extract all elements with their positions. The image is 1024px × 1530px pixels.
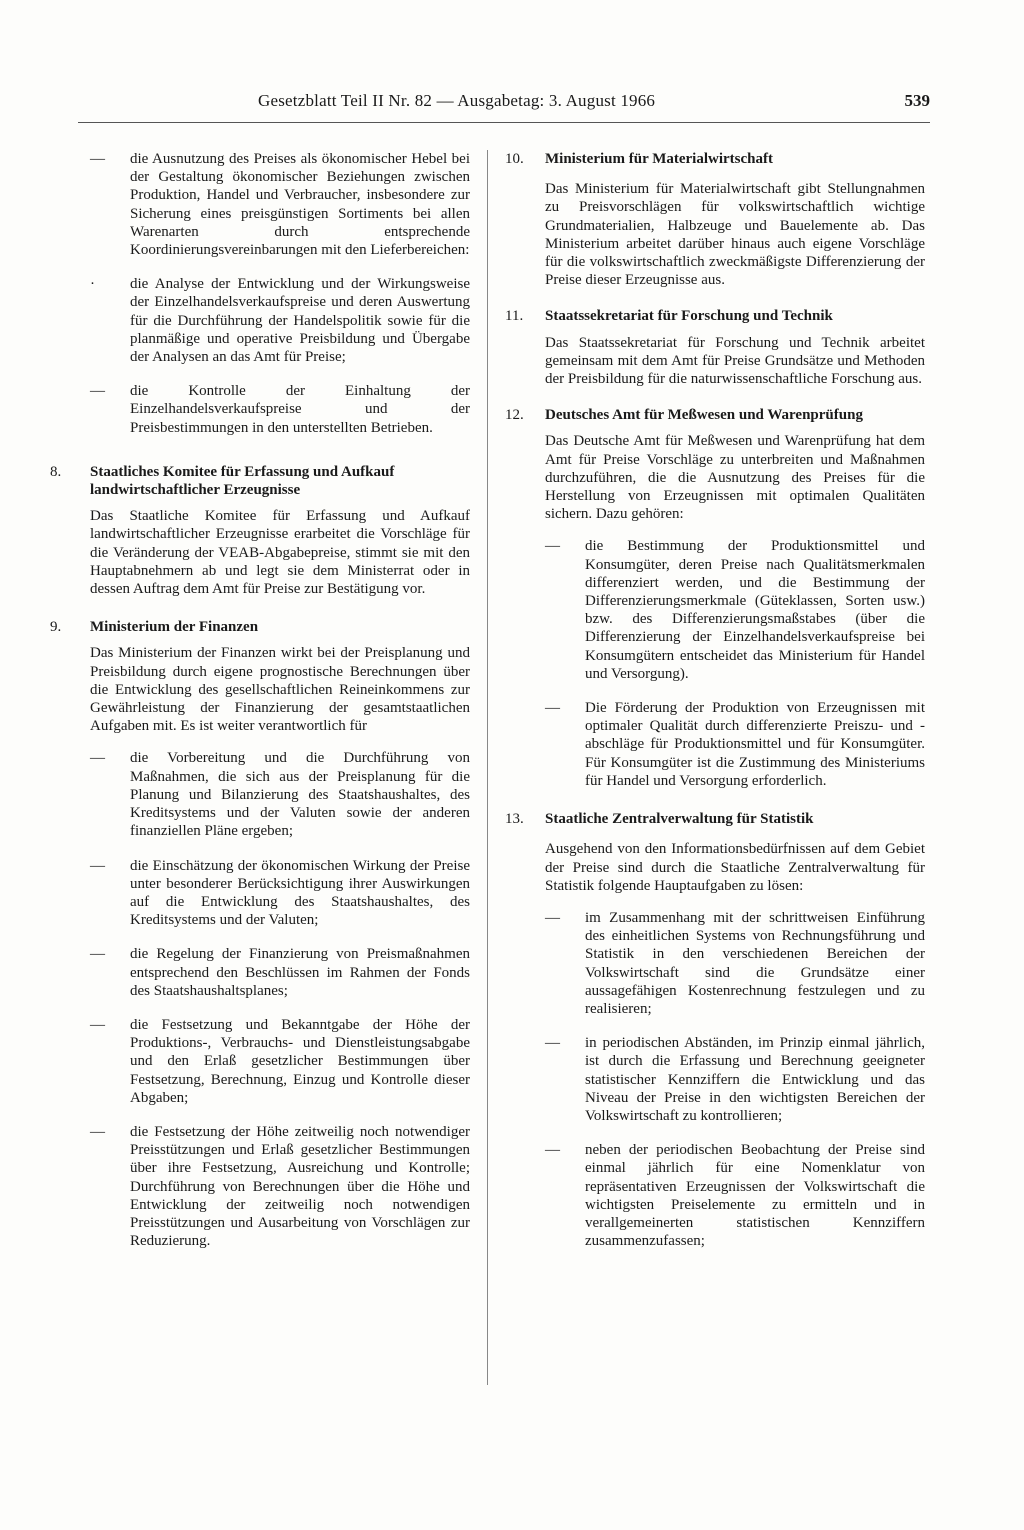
- section-number: 8.: [50, 463, 62, 480]
- dash-bullet: —: [545, 700, 560, 717]
- list-item: [90, 945, 470, 1000]
- list-item-text: die Vorbereitung und die Durchführung von Maßnahmen, die sich aus der Preisplanung für die Planung und Bilanzierung des Staatshaushaltes, des Kreditsystems und der Valuten sowie der anderen finanziellen Pläne ergeben;: [130, 750, 470, 840]
- dash-bullet: —: [90, 383, 105, 400]
- dash-bullet: —: [90, 946, 105, 963]
- dash-bullet: —: [90, 1123, 105, 1140]
- left-column: [50, 150, 470, 1266]
- page-number: 539: [904, 91, 930, 110]
- dash-bullet: —: [545, 909, 560, 926]
- section-heading: Staatliche Zentralverwaltung für Statistik: [545, 811, 814, 828]
- column-divider: [487, 150, 488, 1385]
- section-text: Das Ministerium der Finanzen wirkt bei der Preisplanung und Preisbildung durch eigene prognostische Berechnungen über die Entwicklung des gesellschaftlichen Reineinkommens zur Gewährleistung der Finanzierung der gesamtstaatlichen Aufgaben mit. Es ist weiter verantwortlich für: [90, 645, 470, 735]
- dash-bullet: —: [545, 1035, 560, 1052]
- list-item-text: in periodischen Abständen, im Prinzip einmal jährlich, ist durch die Erfassung und Berechnung geeigneter statistischer Kennziffern die Entwicklung und das Niveau der Preise in den wichtigsten Bereichen der Volkswirtschaft zu kontrollieren;: [585, 1035, 925, 1124]
- section-9: [50, 618, 470, 1250]
- list-item: [545, 699, 925, 790]
- list-item-text: die Bestimmung der Produktionsmittel und Konsumgüter, deren Preise nach Qualitätsmerkmalen differenziert werden, und die Bestimmung der Differenzierungsmerkmale (Güteklassen, Sorten usw.) bzw. des Differenzierungsmaßstabes (über die Differenzierung der Einzelhandelsverkaufspreise bei Konsumgütern entscheidet das Ministerium für Handel und Versorgung).: [585, 538, 925, 682]
- list-item: [545, 537, 925, 683]
- section-text: Das Staatssekretariat für Forschung und Technik arbeitet gemeinsam mit dem Amt für Preise Grundsätze und Methoden der Preisbildung für die naturwissenschaftliche Forschung aus.: [545, 334, 925, 388]
- section-text: Das Deutsche Amt für Meßwesen und Warenprüfung hat dem Amt für Preise Vorschläge zu unterbreiten und Maßnahmen durchzuführen, die die Ausnutzung des Preises für die Herstellung von Erzeugnissen mit optimalen Qualitäten sichern. Dazu gehören:: [545, 433, 925, 523]
- dash-bullet: —: [90, 750, 105, 767]
- section-13: [505, 810, 925, 1250]
- section-heading: Staatssekretariat für Forschung und Technik: [545, 308, 833, 325]
- dash-bullet: ·: [90, 276, 95, 293]
- section-number: 9.: [50, 619, 62, 636]
- section-number: 12.: [505, 407, 524, 424]
- list-item: [90, 1123, 470, 1250]
- list-item-text: die Analyse der Entwicklung und der Wirkungsweise der Einzelhandelsverkaufspreise und deren Auswertung für die Durchführung der Handelspolitik sowie für die planmäßige und operative Preisbildung und Übergabe der Analysen an das Amt für Preise;: [130, 276, 470, 366]
- dash-bullet: —: [90, 1016, 105, 1033]
- list-item-text: die Ausnutzung des Preises als ökonomischer Hebel bei der Gestaltung ökonomischer Beziehungen zwischen Produktion, Handel und Verbraucher, insbesondere zur Sicherung eines preisgünstigen Sortiments bei allen Warenarten durch entsprechende Koordinierungsvereinbarungen mit den Lieferbereichen:: [130, 151, 470, 259]
- section-number: 11.: [505, 308, 524, 325]
- section-11: [505, 307, 925, 388]
- dash-bullet: —: [545, 1142, 560, 1159]
- dash-bullet: —: [90, 151, 105, 167]
- section-number: 10.: [505, 151, 524, 167]
- list-item: [545, 1141, 925, 1250]
- dash-bullet: —: [545, 538, 560, 555]
- section-heading: Deutsches Amt für Meßwesen und Warenprüfung: [545, 407, 863, 424]
- list-item-text: die Kontrolle der Einhaltung der Einzelhandelsverkaufspreise und der Preisbestimmungen in den unterstellten Betrieben.: [130, 383, 470, 436]
- list-item-text: die Einschätzung der ökonomischen Wirkung der Preise unter besonderer Berücksichtigung ihrer Auswirkungen auf die Entwicklung des Staatshaushaltes, des Kreditsystems und der Valuten;: [130, 857, 470, 929]
- list-item: [90, 1016, 470, 1107]
- list-item-text: die Festsetzung und Bekanntgabe der Höhe der Produktions-, Verbrauchs- und Dienstleistungsabgabe und den Erlaß gesetzlicher Bestimmungen über Festsetzung, Berechnung, Einzug und Kontrolle dieser Abgaben;: [130, 1016, 470, 1106]
- list-item-text: Die Förderung der Produktion von Erzeugnissen mit optimaler Qualität durch differenzierte Preiszu- und -abschläge für Produktionsmittel und für Konsumgüter. Für Konsumgüter ist die Zustimmung des Ministeriums für Handel und Versorgung erforderlich.: [585, 700, 925, 789]
- section-10: [505, 150, 925, 289]
- section-text: Das Staatliche Komitee für Erfassung und Aufkauf landwirtschaftlicher Erzeugnisse erarbeitet die Vorschläge für die Veränderung der VEAB-Abgabepreise, stimmt sie mit den Hauptabnehmern ab und legt sie dem Ministerrat oder in dessen Auftrag dem Amt für Preise zur Bestätigung vor.: [90, 508, 470, 598]
- section-12: [505, 406, 925, 790]
- header-rule: [78, 122, 930, 123]
- list-item: [90, 749, 470, 840]
- section-text: Das Ministerium für Materialwirtschaft gibt Stellungnahmen zu Preisvorschlägen für volkswirtschaftlich wichtige Grundmaterialien, Halbzeuge und Bauelemente ab. Das Ministerium arbeitet darüber hinaus auch eigene Vorschläge für die volkswirtschaftlich zweckmäßigste Differenzierung der Preise dieser Erzeugnisse aus.: [545, 181, 925, 289]
- section-number: 13.: [505, 811, 524, 828]
- list-item: [90, 150, 470, 259]
- section-8: [50, 463, 470, 598]
- header-title: Gesetzblatt Teil II Nr. 82 — Ausgabetag: 3. August 1966: [258, 91, 656, 110]
- list-item: [90, 857, 470, 930]
- list-item: [90, 275, 470, 366]
- section-text: Ausgehend von den Informationsbedürfnissen auf dem Gebiet der Preise sind durch die Staatliche Zentralverwaltung für Statistik folgende Hauptaufgaben zu lösen:: [545, 841, 925, 894]
- list-item-text: neben der periodischen Beobachtung der Preise sind einmal jährlich für eine Nomenklatur von repräsentativen Erzeugnissen der Volkswirtschaft die wichtigsten Preiselemente zu ermitteln und in verallgemeinerten statistischen Kennziffern zusammenzufassen;: [585, 1142, 925, 1250]
- list-item: [90, 382, 470, 437]
- page-header: [78, 88, 930, 116]
- list-item-text: im Zusammenhang mit der schrittweisen Einführung des einheitlichen Systems von Rechnungsführung und Statistik in den verschiedenen Bereichen der Volkswirtschaft sind die Grundsätze einer aussagefähigen Kostenrechnung festzulegen und zu realisieren;: [585, 909, 925, 1017]
- section-heading: Ministerium für Materialwirtschaft: [545, 151, 773, 167]
- list-item-text: die Regelung der Finanzierung von Preismaßnahmen entsprechend den Beschlüssen im Rahmen der Fonds des Staatshaushaltsplanes;: [130, 946, 470, 999]
- section-heading: Staatliches Komitee für Erfassung und Aufkauf landwirtschaftlicher Erzeugnisse: [90, 463, 395, 499]
- list-item-text: die Festsetzung der Höhe zeitweilig noch notwendiger Preisstützungen und Erlaß gesetzlicher Bestimmungen über ihre Festsetzung, Ausreichung und Kontrolle; Durchführung von Berechnungen über die Höhe und Entwicklung der zeitweilig noch notwendigen Preisstützungen und Ausarbeitung von Vorschlägen zur Reduzierung.: [130, 1123, 470, 1250]
- right-column: [505, 150, 925, 1266]
- section-heading: Ministerium der Finanzen: [90, 619, 259, 636]
- list-item: [545, 1034, 925, 1125]
- dash-bullet: —: [90, 857, 105, 874]
- list-item: [545, 909, 925, 1018]
